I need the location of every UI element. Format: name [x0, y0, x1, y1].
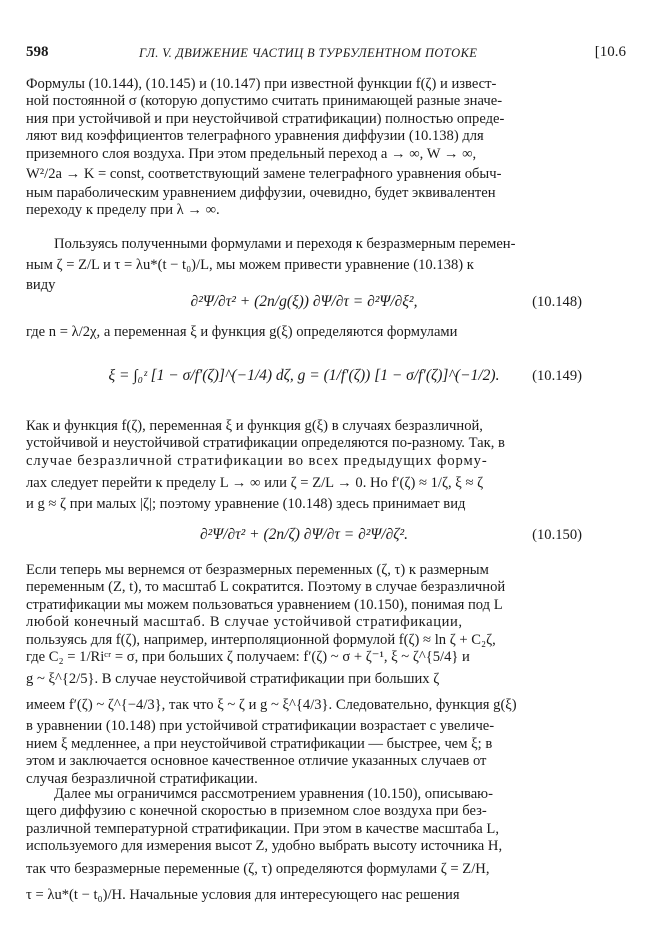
equation-body: ξ = ∫₀ᶻ [1 − σ/f′(ζ)]^(−1/4) dζ, g = (1/f′(ζ)) [1 − σ/f′(ζ)]^(−1/2). [108, 367, 500, 384]
text-line: любой конечный масштаб. В случае устойчивой стратификации, [26, 614, 463, 631]
text-line: этом и заключается основное качественное отличие указанных случаев от [26, 753, 487, 770]
paragraph-1 [26, 76, 582, 220]
running-header [26, 44, 626, 66]
text-line: где C₂ = 1/Riᶜʳ = σ, при больших ζ получаем: f′(ζ) ~ σ + ζ⁻¹, ξ ~ ζ^{5/4} и [26, 649, 470, 666]
text-line: ния при устойчивой и при неустойчивой стратификации) полностью опреде- [26, 110, 505, 127]
paragraph-4 [26, 418, 582, 514]
section-marker: [10.6 [594, 44, 626, 60]
equation-10-148 [26, 282, 582, 322]
text-line: и g ≈ ζ при малых |ζ|; поэтому уравнение (10.148) здесь принимает вид [26, 496, 466, 513]
text-line: нием ξ медленнее, а при неустойчивой стратификации — быстрее, чем ξ; в [26, 735, 493, 752]
text-line: так что безразмерные переменные (ζ, τ) определяются формулами ζ = Z/H, [26, 860, 490, 877]
text-line: виду [26, 277, 56, 294]
equation-number: (10.148) [532, 294, 582, 310]
text-line: щего диффузию с конечной скоростью в приземном слое воздуха при без- [26, 803, 487, 820]
equation-10-150 [26, 512, 582, 558]
text-line: ным параболическим уравнением диффузии, очевидно, будет эквивалентен [26, 185, 496, 202]
equation-body: ∂²Ψ/∂τ² + (2n/ζ) ∂Ψ/∂τ = ∂²Ψ/∂ζ². [199, 526, 409, 543]
text-line: в уравнении (10.148) при устойчивой стратификации возрастает с увеличе- [26, 718, 495, 735]
paragraph-5 [26, 562, 582, 788]
text-line: Как и функция f(ζ), переменная ξ и функция g(ξ) в случаях безразличной, [26, 418, 483, 434]
text-line: имеем f′(ζ) ~ ζ^{−4/3}, так что ξ ~ ζ и g ~ ξ^{4/3}. Следовательно, функция g(ξ) [26, 697, 517, 714]
text-line: Если теперь мы вернемся от безразмерных переменных (ζ, τ) к размерным [26, 562, 489, 578]
equation-number: (10.150) [532, 527, 582, 543]
text-line: лах следует перейти к пределу L → ∞ или ζ = Z/L → 0. Но f′(ζ) ≈ 1/ζ, ξ ≈ ζ [26, 475, 484, 492]
text-line: различной температурной стратификации. При этом в качестве масштаба L, [26, 820, 499, 837]
text-line: переменным (Z, t), то масштаб L сократится. Поэтому в случае безразличной [26, 579, 506, 596]
text-line: Далее мы ограничимся рассмотрением уравнения (10.150), описываю- [54, 786, 493, 802]
text-line: W²/2a → K = const, соответствующий замене телеграфного уравнения обыч- [26, 166, 502, 183]
paragraph-6 [26, 786, 582, 908]
running-title: ГЛ. V. ДВИЖЕНИЕ ЧАСТИЦ В ТУРБУЛЕНТНОМ ПОТОКЕ [139, 46, 478, 60]
text-line: ным ζ = Z/L и τ = λu*(t − t₀)/L, мы можем привести уравнение (10.138) к [26, 257, 474, 274]
text-line: переходу к пределу при λ → ∞. [26, 202, 220, 219]
text-line: приземного слоя воздуха. При этом предельный переход a → ∞, W → ∞, [26, 145, 477, 162]
text-line: ной постоянной σ (которую допустимо считать принимающей разные значе- [26, 93, 503, 110]
equation-number: (10.149) [532, 368, 582, 384]
text-line: используемого для измерения высот Z, удобно выбрать высоту источника H, [26, 838, 503, 855]
text-line: Пользуясь полученными формулами и переходя к безразмерным перемен- [54, 236, 516, 252]
page-number: 598 [26, 44, 49, 60]
text-line: g ~ ξ^{2/5}. В случае неустойчивой стратификации при больших ζ [26, 671, 440, 688]
text-line: случая безразличной стратификации. [26, 770, 258, 787]
equation-body: ∂²Ψ/∂τ² + (2n/g(ξ)) ∂Ψ/∂τ = ∂²Ψ/∂ξ², [190, 293, 418, 310]
paragraph-3 [26, 322, 582, 342]
text-line: стратификации мы можем пользоваться уравнением (10.150), понимая под L [26, 596, 503, 613]
text-line: случае безразличной стратификации во всех предыдущих форму- [26, 452, 488, 469]
text-line: Формулы (10.144), (10.145) и (10.147) при известной функции f(ζ) и извест- [26, 76, 497, 92]
text-line: ляют вид коэффициентов телеграфного уравнения диффузии (10.138) для [26, 128, 484, 145]
text-line: пользуясь для f(ζ), например, интерполяционной формулой f(ζ) ≈ ln ζ + C₂ζ, [26, 631, 496, 648]
equation-10-149 [26, 340, 582, 412]
text-line: устойчивой и неустойчивой стратификации определяются по-разному. Так, в [26, 435, 505, 452]
text-line: где n = λ/2χ, а переменная ξ и функция g(ξ) определяются формулами [26, 324, 458, 340]
text-line: τ = λu*(t − t₀)/H. Начальные условия для интересующего нас решения [26, 886, 460, 903]
